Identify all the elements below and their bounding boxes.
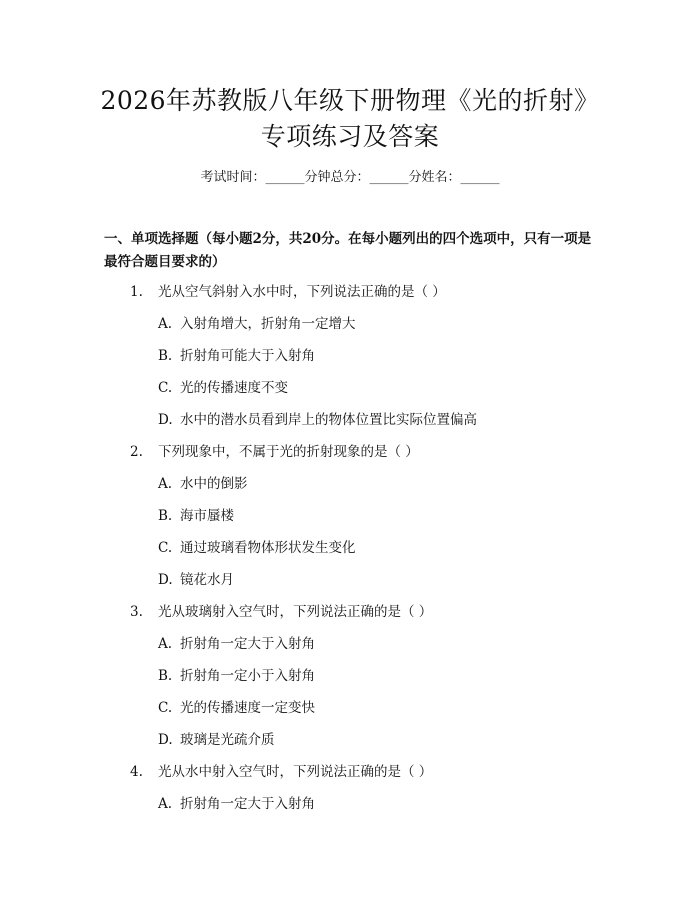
option-text: 镜花水月 [180, 572, 234, 588]
question-2-option-d [158, 570, 234, 590]
option-text: 水中的倒影 [180, 476, 248, 492]
question-1-option-a [158, 314, 356, 334]
option-letter: A. [158, 476, 173, 492]
question-4-option-a [158, 794, 315, 814]
option-text: 折射角一定小于入射角 [180, 668, 315, 684]
question-3-option-c [158, 698, 315, 718]
option-letter: D. [158, 412, 173, 428]
question-text: 光从水中射入空气时，下列说法正确的是（ ） [158, 764, 433, 780]
option-text: 折射角一定大于入射角 [180, 796, 315, 812]
document-title-line-1: 2026年苏教版八年级下册物理《光的折射》 [100, 86, 600, 115]
option-text: 水中的潜水员看到岸上的物体位置比实际位置偏高 [180, 412, 477, 428]
option-letter: A. [158, 316, 173, 332]
student-name-field: 姓名：______ [421, 170, 500, 185]
question-text: 光从空气斜射入水中时，下列说法正确的是（ ） [158, 284, 446, 300]
question-3-option-d [158, 730, 275, 750]
question-text: 下列现象中，不属于光的折射现象的是（ ） [158, 444, 419, 460]
option-letter: B. [158, 508, 173, 524]
question-2-option-c [158, 538, 356, 558]
question-4 [130, 762, 432, 782]
question-number: 3. [130, 604, 143, 620]
option-letter: A. [158, 636, 173, 652]
question-1 [130, 282, 446, 302]
option-text: 通过玻璃看物体形状发生变化 [180, 540, 356, 556]
question-1-option-c [158, 378, 288, 398]
question-text: 光从玻璃射入空气时，下列说法正确的是（ ） [158, 604, 433, 620]
question-number: 1. [130, 284, 143, 300]
option-letter: B. [158, 348, 173, 364]
question-2 [130, 442, 419, 462]
option-text: 海市蜃楼 [180, 508, 234, 524]
option-text: 入射角增大，折射角一定增大 [180, 316, 356, 332]
question-2-option-a [158, 474, 248, 494]
question-number: 4. [130, 764, 143, 780]
option-letter: C. [158, 380, 173, 396]
total-score-field: 总分：______分 [330, 170, 422, 185]
option-letter: D. [158, 732, 173, 748]
question-number: 2. [130, 444, 143, 460]
exam-info [0, 168, 700, 188]
question-1-option-d [158, 410, 477, 430]
option-letter: A. [158, 796, 173, 812]
question-3-option-b [158, 666, 315, 686]
question-1-option-b [158, 346, 315, 366]
option-text: 光的传播速度一定变快 [180, 700, 315, 716]
question-2-option-b [158, 506, 234, 526]
option-text: 玻璃是光疏介质 [180, 732, 275, 748]
option-letter: C. [158, 700, 173, 716]
option-text: 折射角可能大于入射角 [180, 348, 315, 364]
option-text: 光的传播速度不变 [180, 380, 288, 396]
option-letter: B. [158, 668, 173, 684]
option-letter: D. [158, 572, 173, 588]
question-3-option-a [158, 634, 315, 654]
exam-time-field: 考试时间：______分钟 [200, 170, 331, 185]
option-text: 折射角一定大于入射角 [180, 636, 315, 652]
section-heading: 一、单项选择题（每小题2分，共20分。在每小题列出的四个选项中，只有一项是最符合题目要求的） [104, 231, 592, 270]
document-title-line-2: 专项练习及答案 [260, 122, 440, 151]
question-3 [130, 602, 432, 622]
option-letter: C. [158, 540, 173, 556]
